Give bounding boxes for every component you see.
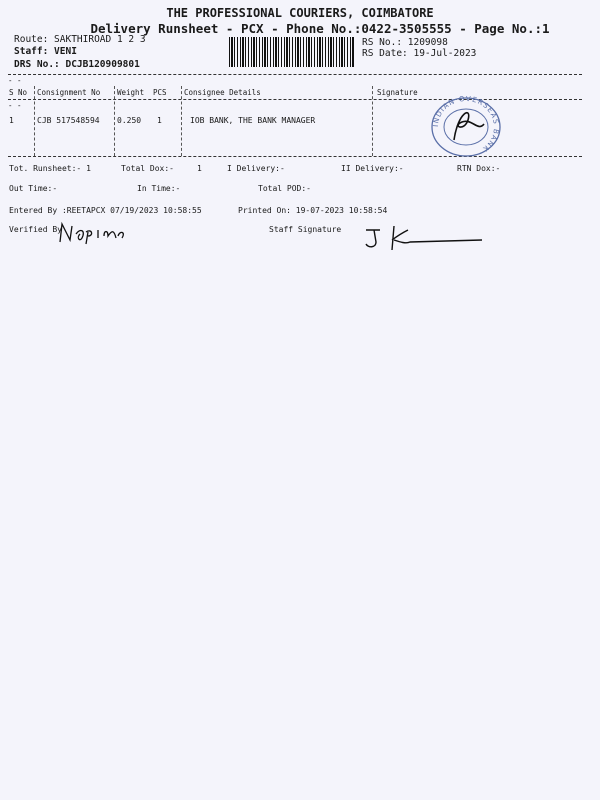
col-header-weight: Weight [117, 88, 145, 97]
column-divider [34, 86, 35, 156]
staff-signature-label: Staff Signature [269, 225, 342, 234]
col-header-pcs: PCS [153, 88, 167, 97]
company-name: THE PROFESSIONAL COURIERS, COIMBATORE [166, 6, 434, 20]
total-runsheet: Tot. Runsheet:- 1 [9, 164, 91, 173]
column-divider [372, 86, 373, 156]
row-consignee: IOB BANK, THE BANK MANAGER [190, 116, 316, 125]
table-marker-dots: - - [8, 76, 22, 85]
i-delivery: I Delivery:- [227, 164, 285, 173]
row-sno: 1 [9, 116, 14, 125]
route: Route: SAKTHIROAD 1 2 3 [14, 34, 146, 45]
entered-by: Entered By :REETAPCX 07/19/2023 10:58:55 [9, 206, 202, 215]
staff: Staff: VENI [14, 46, 77, 57]
barcode [229, 37, 355, 67]
total-pod: Total POD:- [258, 184, 311, 193]
total-dox-value: 1 [197, 164, 202, 173]
row-weight: 0.250 [117, 116, 142, 125]
divider [8, 74, 582, 75]
bank-stamp [428, 96, 504, 158]
row-consignment: CJB 517548594 [37, 116, 100, 125]
total-dox-label: Total Dox:- [121, 164, 174, 173]
col-header-consignee: Consignee Details [184, 88, 261, 97]
stamp-signature [454, 113, 484, 140]
row-pcs: 1 [157, 116, 162, 125]
printed-on: Printed On: 19-07-2023 10:58:54 [238, 206, 388, 215]
column-divider [181, 86, 182, 156]
stamp-text: INDIAN OVERSEAS BANK [431, 96, 501, 154]
out-time: Out Time:- [9, 184, 58, 193]
ii-delivery: II Delivery:- [341, 164, 404, 173]
drs-number: DRS No.: DCJB120909801 [14, 59, 140, 70]
col-header-sno: S No [9, 88, 28, 97]
runsheet-subtitle: Delivery Runsheet - PCX - Phone No.:0422-3505555 - Page No.:1 [90, 21, 550, 36]
rtn-dox: RTN Dox:- [457, 164, 501, 173]
in-time: In Time:- [137, 184, 181, 193]
rs-number: RS No.: 1209098 [362, 37, 448, 48]
table-marker-dots: - - [8, 101, 22, 110]
verified-by-label: Verified By [9, 225, 62, 234]
col-header-signature: Signature [377, 88, 418, 97]
verified-by-signature [56, 220, 128, 246]
rs-date: RS Date: 19-Jul-2023 [362, 48, 477, 59]
col-header-consignment: Consignment No [37, 88, 101, 97]
column-divider [114, 86, 115, 156]
staff-signature [362, 222, 492, 252]
